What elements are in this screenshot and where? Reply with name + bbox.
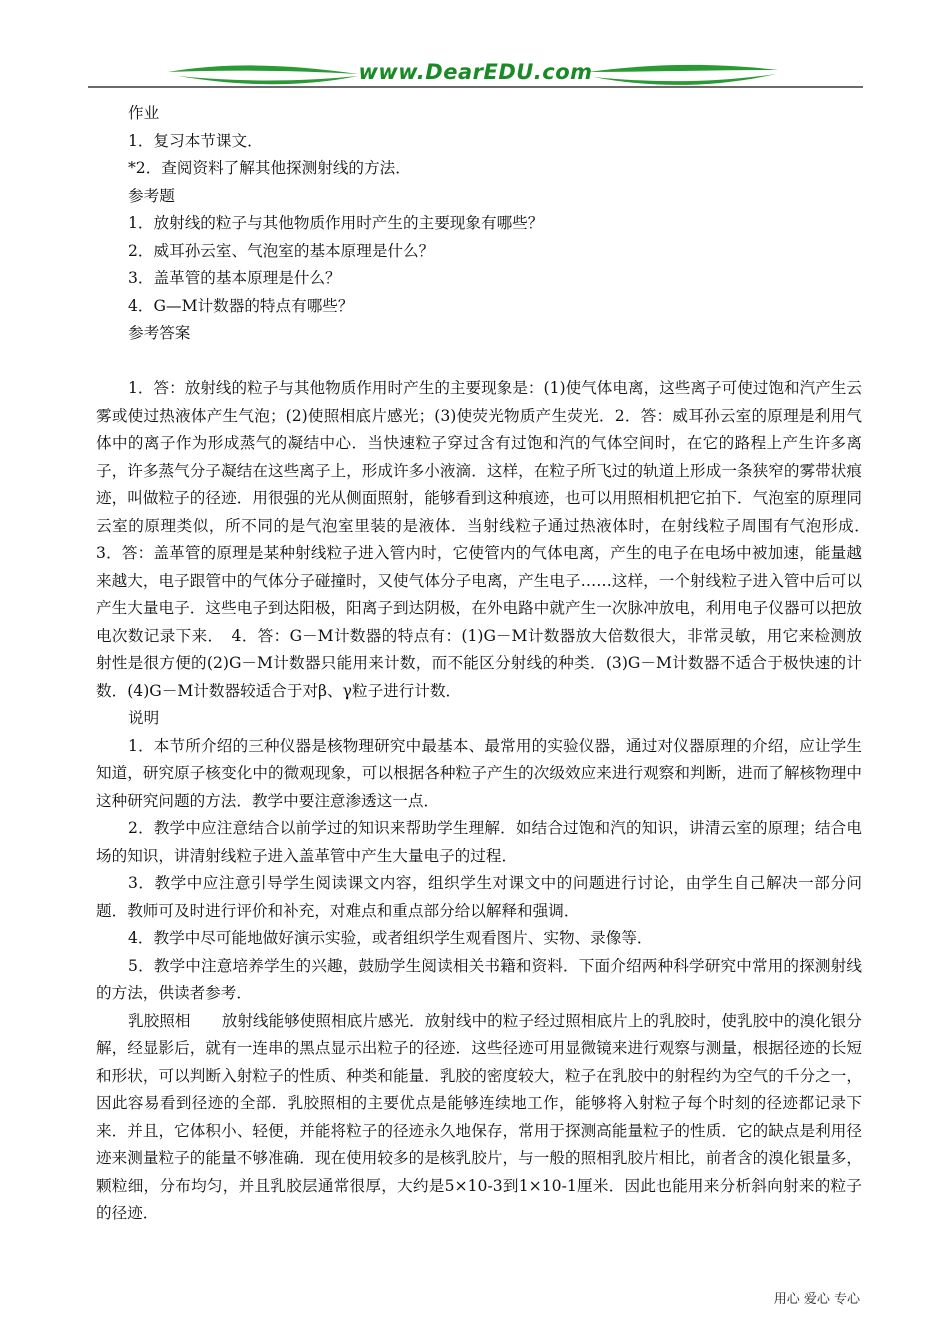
notes-paragraph: 3．教学中应注意引导学生阅读课文内容，组织学生对课文中的问题进行讨论，由学生自己解决一部分问题．教师可及时进行评价和补充，对难点和重点部分给以解释和强调． — [96, 874, 862, 920]
notes-paragraph: 4．教学中尽可能地做好演示实验，或者组织学生观看图片、实物、录像等． — [128, 929, 653, 947]
reference-question: 3．盖革管的基本原理是什么？ — [128, 269, 341, 287]
homework-item: 1．复习本节课文． — [128, 131, 263, 150]
reference-question: 1．放射线的粒子与其他物质作用时产生的主要现象有哪些？ — [128, 214, 544, 232]
reference-question: 4．G—M计数器的特点有哪些？ — [128, 296, 354, 315]
reference-questions-title: 参考题 — [128, 186, 175, 205]
homework-title: 作业 — [128, 104, 160, 122]
emulsion-body: 放射线能够使照相底片感光．放射线中的粒子经过照相底片上的乳胶时，使乳胶中的溴化银分解，经显影后，就有一连串的黑点显示出粒子的径迹．这些径迹可用显微镜来进行观察与测量，根据径迹的长短和形状，可以判断入射粒子的性质、种类和能量．乳胶的密度较大，粒子在乳胶中的射程约为空气的千分之一，因此容易看到径迹的全部．乳胶照相的主要优点是能够连续地工作，能够将入射粒子每个时刻的径迹都记录下来．并且，它体积小、轻便，并能将粒子的径迹永久地保存，常用于探测高能量粒子的性质．它的缺点是利用径迹来测量粒子的能量不够准确．现在使用较多的是核乳胶片，与一般的照相乳胶片相比，前者含的溴化银量多，颗粒细，分布均匀，并且乳胶层通常很厚，大约是5×10-3到1×10-1厘米．因此也能用来分析斜向射来的粒子的径迹． — [96, 1011, 862, 1222]
notes-paragraph: 5．教学中注意培养学生的兴趣，鼓励学生阅读相关书籍和资料．下面介绍两种科学研究中常用的探测射线的方法，供读者参考． — [96, 956, 862, 1002]
reference-question: 2．威耳孙云室、气泡室的基本原理是什么？ — [128, 241, 435, 260]
reference-answers-body: 1．答：放射线的粒子与其他物质作用时产生的主要现象是：(1)使气体电离，这些离子可使过饱和汽产生云雾或使过热液体产生气泡；(2)使照相底片感光；(3)使荧光物质产生荧光．2．答：威耳孙云室的原理是利用气体中的离子作为形成蒸气的凝结中心．当快速粒子穿过含有过饱和汽的气体空间时，在它的路程上产生许多离子，许多蒸气分子凝结在这些离子上，形成许多小液滴．这样，在粒子所飞过的轨道上形成一条狭窄的雾带状痕迹，叫做粒子的径迹．用很强的光从侧面照射，能够看到这种痕迹，也可以用照相机把它拍下．气泡室的原理同云室的原理类似，所不同的是气泡室里装的是液体．当射线粒子通过热液体时，在射线粒子周围有气泡形成． 3．答：盖革管的原理是某种射线粒子进入管内时，它使管内的气体电离，产生的电子在电场中被加速，能量越来越大，电子跟管中的气体分子碰撞时，又使气体分子电离，产生电子……这样，一个射线粒子进入管中后可以产生大量电子．这些电子到达阳极，阳离子到达阴极，在外电路中就产生一次脉冲放电，利用电子仪器可以把放电次数记录下来． 4．答：G－M计数器的特点有：(1)G－M计数器放大倍数很大，非常灵敏，用它来检测放射性是很方便的(2)G－M计数器只能用来计数，而不能区分射线的种类．(3)G－M计数器不适合于极快速的计数．(4)G－M计数器较适合于对β、γ粒子进行计数． — [96, 379, 878, 700]
page-footer: 用心 爱心 专心 — [773, 1292, 860, 1307]
site-header — [88, 58, 863, 92]
emulsion-heading: 乳胶照相 — [128, 1011, 191, 1030]
homework-item: *2．查阅资料了解其他探测射线的方法． — [128, 159, 411, 177]
emulsion-paragraph — [96, 1008, 862, 1228]
document-body — [96, 100, 878, 1228]
reference-answers-title: 参考答案 — [128, 324, 191, 342]
notes-paragraph: 1．本节所介绍的三种仪器是核物理研究中最基本、最常用的实验仪器，通过对仪器原理的介绍，应让学生知道，研究原子核变化中的微观现象，可以根据各种粒子产生的次级效应来进行观察和判断，进而了解核物理中这种研究问题的方法．教学中要注意渗透这一点． — [96, 736, 862, 810]
blank-line — [96, 348, 862, 376]
notes-title: 说明 — [128, 709, 160, 727]
site-logo-text: www.DearEDU.com — [358, 60, 593, 84]
notes-paragraph: 2．教学中应注意结合以前学过的知识来帮助学生理解．如结合过饱和汽的知识，讲清云室的原理；结合电场的知识，讲清射线粒子进入盖革管中产生大量电子的过程． — [96, 819, 862, 865]
